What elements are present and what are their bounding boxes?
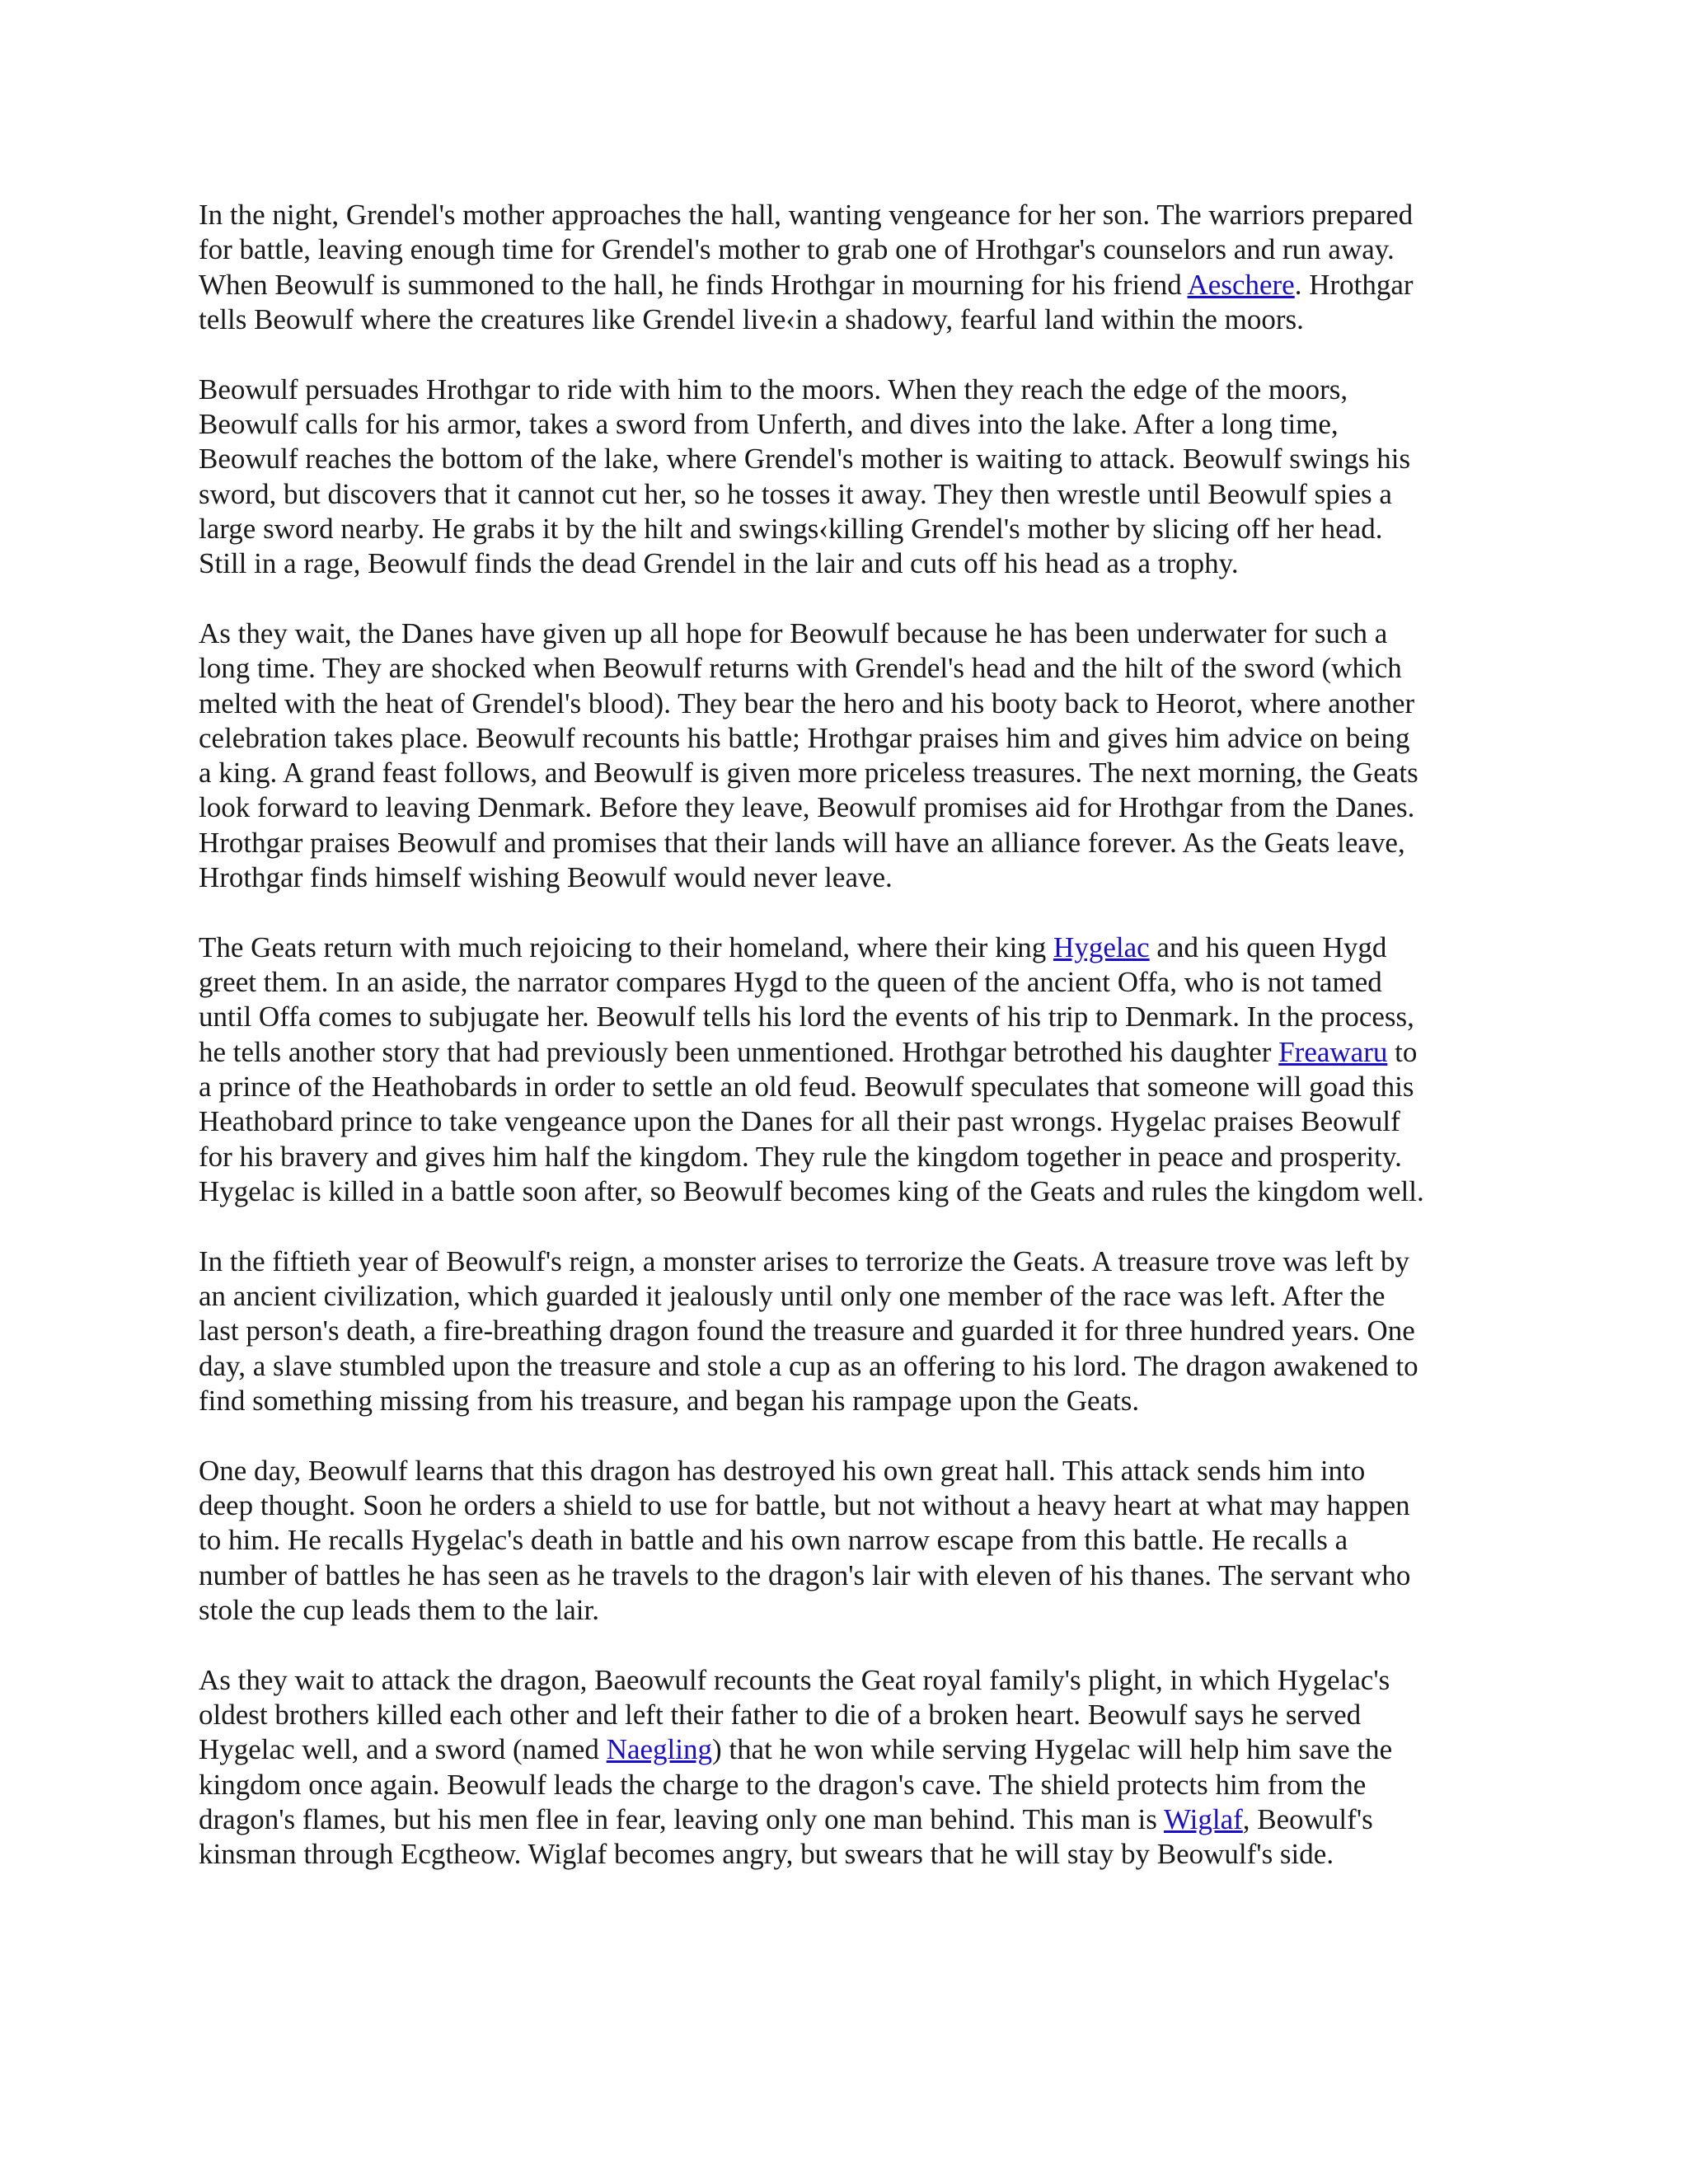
- text-segment: stole the cup leads them to the lair.: [199, 1593, 599, 1626]
- paragraph: [199, 1244, 1501, 1418]
- link-freawaru[interactable]: Freawaru: [1278, 1035, 1388, 1068]
- text-line: [199, 1837, 1501, 1872]
- text-segment: The Geats return with much rejoicing to their homeland, where their king: [199, 930, 1054, 963]
- text-line: [199, 1593, 1501, 1628]
- text-line: [199, 1314, 1501, 1348]
- text-line: [199, 721, 1501, 756]
- text-line: [199, 756, 1501, 790]
- text-segment: a prince of the Heathobards in order to settle an old feud. Beowulf speculates that someone will goad this: [199, 1071, 1414, 1104]
- text-segment: Hygelac well, and a sword (named: [199, 1733, 607, 1766]
- text-line: [199, 790, 1501, 825]
- text-segment: to him. He recalls Hygelac's death in battle and his own narrow escape from this battle. He recalls a: [199, 1524, 1348, 1557]
- text-segment: In the fiftieth year of Beowulf's reign, a monster arises to terrorize the Geats. A treasure trove was left by: [199, 1244, 1409, 1277]
- text-line: [199, 1104, 1501, 1139]
- text-line: [199, 512, 1501, 546]
- text-segment: a king. A grand feast follows, and Beowulf is given more priceless treasures. The next morning, the Geats: [199, 757, 1418, 790]
- text-line: [199, 1279, 1501, 1314]
- text-segment: celebration takes place. Beowulf recounts his battle; Hrothgar praises him and gives him advice on being: [199, 721, 1410, 754]
- text-segment: ) that he won while serving Hygelac will help him save the: [711, 1733, 1393, 1766]
- text-line: [199, 477, 1501, 512]
- text-segment: Hrothgar praises Beowulf and promises that their lands will have an alliance forever. As the Geats leave,: [199, 826, 1405, 859]
- text-segment: Heathobard prince to take vengeance upon the Danes for all their past wrongs. Hygelac praises Beowulf: [199, 1105, 1400, 1138]
- text-line: [199, 1349, 1501, 1384]
- text-line: [199, 1070, 1501, 1104]
- text-line: [199, 198, 1501, 232]
- text-line: [199, 965, 1501, 1000]
- paragraph: [199, 373, 1501, 582]
- text-segment: Beowulf calls for his armor, takes a sword from Unferth, and dives into the lake. After a long time,: [199, 407, 1339, 440]
- text-segment: Still in a rage, Beowulf finds the dead Grendel in the lair and cuts off his head as a trophy.: [199, 547, 1239, 580]
- link-naegling[interactable]: Naegling: [606, 1733, 712, 1766]
- text-segment: deep thought. Soon he orders a shield to use for battle, but not without a heavy heart at what may happen: [199, 1489, 1410, 1521]
- text-segment: for his bravery and gives him half the kingdom. They rule the kingdom together in peace and prosperity.: [199, 1140, 1402, 1173]
- paragraph: [199, 1663, 1501, 1872]
- text-segment: find something missing from his treasure, and began his rampage upon the Geats.: [199, 1384, 1140, 1417]
- paragraph: [199, 198, 1501, 337]
- text-line: [199, 930, 1501, 965]
- text-segment: . Hrothgar: [1294, 268, 1414, 301]
- text-segment: large sword nearby. He grabs it by the hilt and swings‹killing Grendel's mother by slicing off her head.: [199, 512, 1383, 545]
- text-line: [199, 1768, 1501, 1802]
- link-wiglaf[interactable]: Wiglaf: [1164, 1802, 1243, 1835]
- text-segment: , Beowulf's: [1242, 1802, 1373, 1835]
- text-line: [199, 268, 1501, 302]
- text-line: [199, 1488, 1501, 1523]
- text-segment: Hrothgar finds himself wishing Beowulf would never leave.: [199, 861, 893, 894]
- text-line: [199, 651, 1501, 686]
- text-line: [199, 232, 1501, 267]
- text-segment: kinsman through Ecgtheow. Wiglaf becomes angry, but swears that he will stay by Beowulf's side.: [199, 1838, 1334, 1871]
- text-segment: look forward to leaving Denmark. Before they leave, Beowulf promises aid for Hrothgar from the Danes.: [199, 791, 1415, 824]
- text-line: [199, 1558, 1501, 1593]
- text-segment: until Offa comes to subjugate her. Beowulf tells his lord the events of his trip to Denmark. In the process,: [199, 1001, 1414, 1033]
- text-segment: Beowulf persuades Hrothgar to ride with him to the moors. When they reach the edge of the moors,: [199, 373, 1348, 405]
- text-segment: In the night, Grendel's mother approaches the hall, wanting vengeance for her son. The warriors prepared: [199, 199, 1414, 231]
- paragraph: [199, 616, 1501, 895]
- text-line: [199, 1732, 1501, 1767]
- text-segment: greet them. In an aside, the narrator compares Hygd to the queen of the ancient Offa, who is not tamed: [199, 966, 1382, 999]
- text-line: [199, 616, 1501, 651]
- text-segment: to: [1387, 1035, 1418, 1068]
- text-line: [199, 860, 1501, 895]
- text-line: [199, 1244, 1501, 1279]
- text-segment: for battle, leaving enough time for Grendel's mother to grab one of Hrothgar's counselors and run away.: [199, 233, 1395, 266]
- paragraph: [199, 1454, 1501, 1628]
- text-line: [199, 1454, 1501, 1488]
- text-line: [199, 1523, 1501, 1558]
- text-segment: Beowulf reaches the bottom of the lake, where Grendel's mother is waiting to attack. Beowulf swings his: [199, 443, 1411, 476]
- text-segment: dragon's flames, but his men flee in fear, leaving only one man behind. This man is: [199, 1802, 1164, 1835]
- text-line: [199, 442, 1501, 476]
- text-line: [199, 373, 1501, 407]
- text-line: [199, 1384, 1501, 1418]
- text-line: [199, 407, 1501, 442]
- text-line: [199, 1140, 1501, 1174]
- text-segment: As they wait, the Danes have given up all hope for Beowulf because he has been underwater for such a: [199, 616, 1388, 649]
- text-segment: last person's death, a fire-breathing dragon found the treasure and guarded it for three hundred years. One: [199, 1315, 1415, 1347]
- text-segment: Hygelac is killed in a battle soon after, so Beowulf becomes king of the Geats and rules the kingdom well.: [199, 1174, 1424, 1207]
- text-segment: day, a slave stumbled upon the treasure and stole a cup as an offering to his lord. The dragon awakened to: [199, 1349, 1418, 1382]
- link-aeschere[interactable]: Aeschere: [1187, 268, 1295, 301]
- text-segment: sword, but discovers that it cannot cut her, so he tosses it away. They then wrestle until Beowulf spies a: [199, 477, 1392, 510]
- text-line: [199, 1663, 1501, 1698]
- text-line: [199, 1698, 1501, 1732]
- text-segment: One day, Beowulf learns that this dragon has destroyed his own great hall. This attack sends him into: [199, 1454, 1366, 1487]
- text-line: [199, 302, 1501, 337]
- text-segment: When Beowulf is summoned to the hall, he finds Hrothgar in mourning for his friend: [199, 268, 1188, 301]
- text-segment: an ancient civilization, which guarded it jealously until only one member of the race was left. After the: [199, 1280, 1386, 1313]
- text-line: [199, 1174, 1501, 1209]
- text-segment: kingdom once again. Beowulf leads the charge to the dragon's cave. The shield protects him from the: [199, 1768, 1367, 1801]
- text-segment: As they wait to attack the dragon, Baeowulf recounts the Geat royal family's plight, in which Hygelac's: [199, 1663, 1390, 1696]
- text-line: [199, 1802, 1501, 1837]
- text-segment: long time. They are shocked when Beowulf returns with Grendel's head and the hilt of the sword (which: [199, 652, 1402, 685]
- text-segment: number of battles he has seen as he travels to the dragon's lair with eleven of his thanes. The servant who: [199, 1558, 1411, 1591]
- text-line: [199, 1000, 1501, 1034]
- text-segment: melted with the heat of Grendel's blood). They bear the hero and his booty back to Heorot, where another: [199, 687, 1415, 719]
- text-line: [199, 1035, 1501, 1070]
- text-segment: tells Beowulf where the creatures like Grendel live‹in a shadowy, fearful land within the moors.: [199, 302, 1304, 335]
- text-line: [199, 546, 1501, 581]
- paragraph: [199, 930, 1501, 1209]
- text-line: [199, 687, 1501, 721]
- document-body: [199, 198, 1501, 1907]
- link-hygelac[interactable]: Hygelac: [1053, 930, 1150, 963]
- text-segment: oldest brothers killed each other and left their father to die of a broken heart. Beowulf says he served: [199, 1698, 1362, 1731]
- text-segment: he tells another story that had previously been unmentioned. Hrothgar betrothed his daughter: [199, 1035, 1279, 1068]
- text-line: [199, 826, 1501, 860]
- text-segment: and his queen Hygd: [1149, 930, 1387, 963]
